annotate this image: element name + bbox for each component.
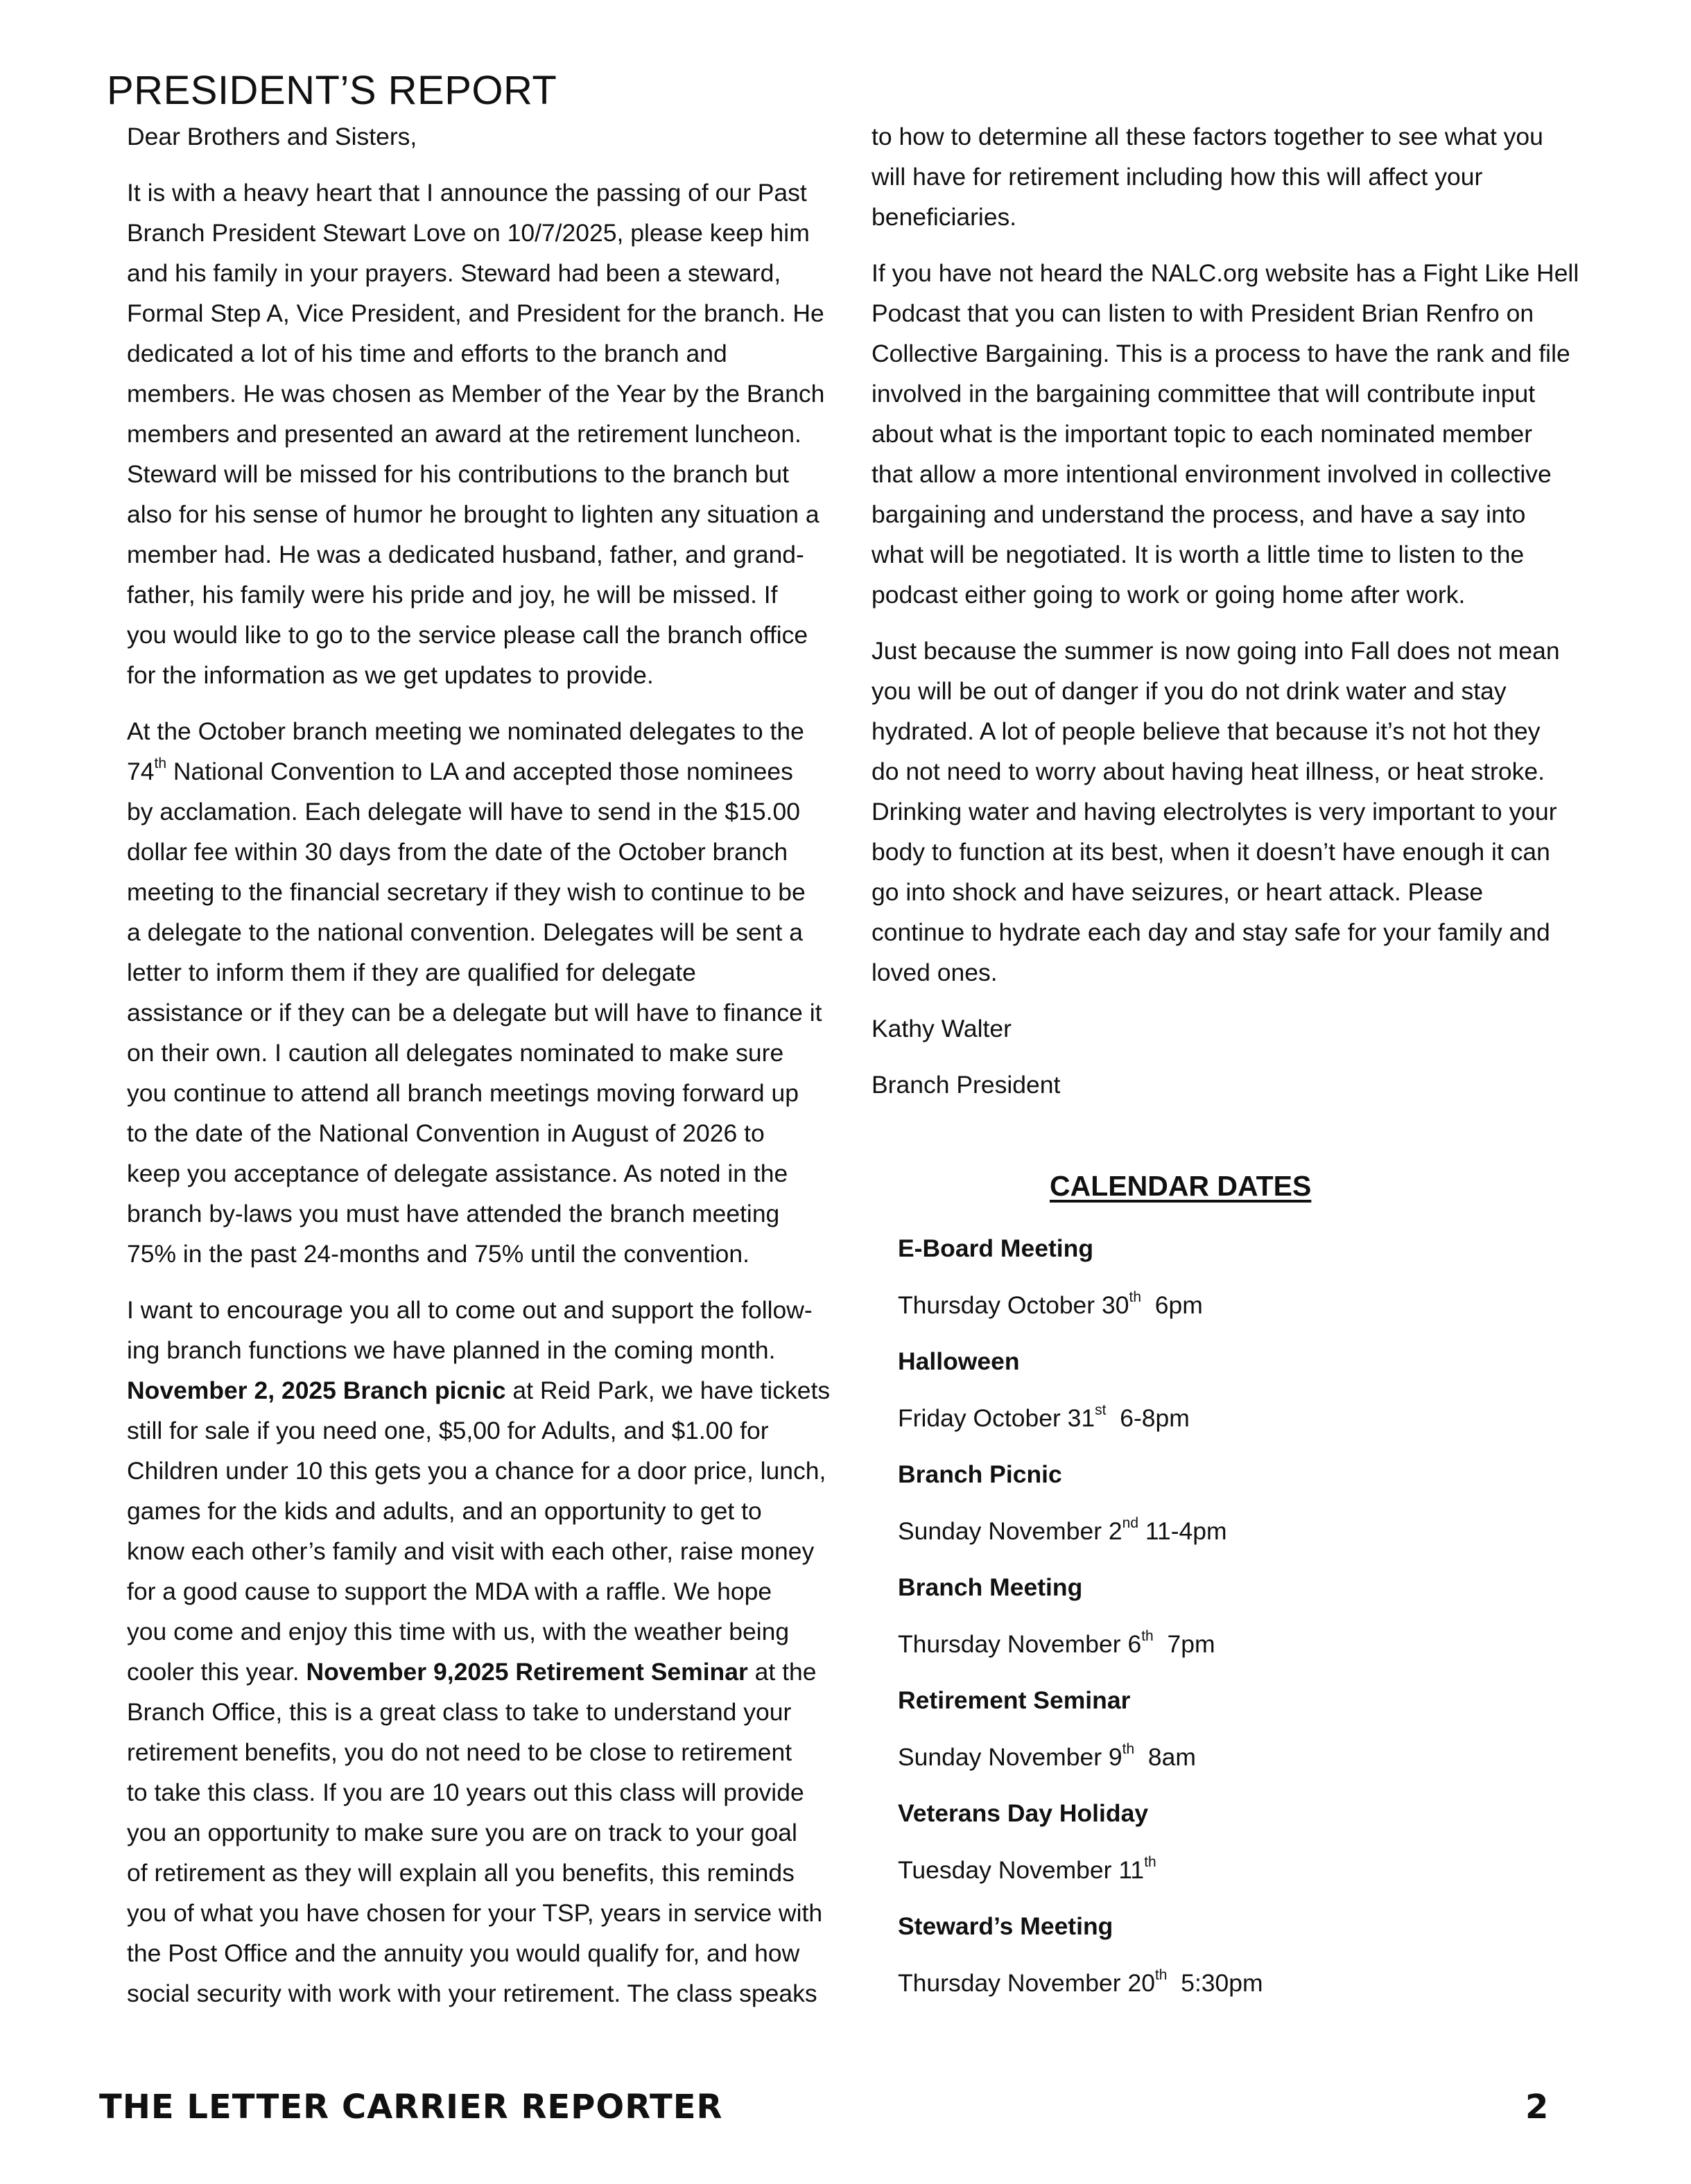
text-line: by acclamation. Each delegate will have to send in the $15.00 bbox=[127, 798, 800, 825]
text-line: keep you acceptance of delegate assistance. As noted in the bbox=[127, 1160, 788, 1187]
text-line: social security with work with your retirement. The class speaks bbox=[127, 1980, 817, 2007]
text-line: you will be out of danger if you do not drink water and stay bbox=[871, 677, 1507, 705]
paragraph-retirement-continued bbox=[871, 116, 1596, 237]
text-line: It is with a heavy heart that I announce the passing of our Past bbox=[127, 179, 807, 207]
footer-publication-title: THE LETTER CARRIER REPORTER bbox=[99, 2088, 723, 2126]
text-line: about what is the important topic to each nominated member bbox=[871, 420, 1533, 448]
text-line: Branch Office, this is a great class to take to understand your bbox=[127, 1698, 792, 1726]
calendar-list bbox=[898, 1228, 1263, 2019]
paragraph-passing-announcement bbox=[127, 173, 844, 695]
text-line: you come and enjoy this time with us, with the weather being bbox=[127, 1618, 790, 1645]
text-line: Formal Step A, Vice President, and President for the branch. He bbox=[127, 299, 824, 327]
text-line: members and presented an award at the retirement luncheon. bbox=[127, 420, 801, 448]
text-line: members. He was chosen as Member of the Year by the Branch bbox=[127, 380, 825, 408]
right-column bbox=[871, 116, 1596, 1121]
text-line: 74th National Convention to LA and accepted those nominees bbox=[127, 755, 793, 785]
text-line: cooler this year. November 9,2025 Retirement Seminar at the bbox=[127, 1658, 817, 1686]
calendar-heading: CALENDAR DATES bbox=[1050, 1170, 1312, 1202]
paragraph-branch-functions bbox=[127, 1290, 844, 2013]
text-line: you an opportunity to make sure you are on track to your goal bbox=[127, 1819, 797, 1846]
text-line: games for the kids and adults, and an opportunity to get to bbox=[127, 1497, 762, 1525]
text-line: Podcast that you can listen to with President Brian Renfro on bbox=[871, 299, 1534, 327]
text-line: letter to inform them if they are qualified for delegate bbox=[127, 959, 696, 986]
text-line: know each other’s family and visit with each other, raise money bbox=[127, 1537, 815, 1565]
text-line: loved ones. bbox=[871, 959, 998, 986]
paragraph-delegates bbox=[127, 711, 844, 1274]
calendar-event-date: Thursday October 30th 6pm bbox=[898, 1289, 1203, 1319]
left-column bbox=[127, 116, 844, 2013]
text-line: Collective Bargaining. This is a process to have the rank and file bbox=[871, 340, 1570, 367]
text-line: will have for retirement including how this will affect your bbox=[871, 163, 1483, 191]
text-line: continue to hydrate each day and stay safe for your family and bbox=[871, 918, 1550, 946]
text-line: go into shock and have seizures, or heart attack. Please bbox=[871, 878, 1484, 906]
text-line: meeting to the financial secretary if they wish to continue to be bbox=[127, 878, 806, 906]
calendar-event-name: Branch Meeting bbox=[898, 1573, 1083, 1601]
text-line: to the date of the National Convention in August of 2026 to bbox=[127, 1119, 765, 1147]
text-line: November 2, 2025 Branch picnic at Reid Park, we have tickets bbox=[127, 1377, 831, 1404]
text-line: do not need to worry about having heat illness, or heat stroke. bbox=[871, 758, 1545, 785]
text-line: bargaining and understand the process, and have a say into bbox=[871, 500, 1526, 528]
picnic-highlight: November 2, 2025 Branch picnic bbox=[127, 1377, 506, 1404]
text-line: for a good cause to support the MDA with a raffle. We hope bbox=[127, 1578, 772, 1605]
text-line: what will be negotiated. It is worth a little time to listen to the bbox=[871, 541, 1525, 568]
text-line: still for sale if you need one, $5,00 for Adults, and $1.00 for bbox=[127, 1417, 769, 1444]
text-line: Just because the summer is now going into Fall does not mean bbox=[871, 637, 1560, 665]
text-line: member had. He was a dedicated husband, father, and grand- bbox=[127, 541, 804, 568]
text-line: for the information as we get updates to provide. bbox=[127, 661, 654, 689]
calendar-event-name: Branch Picnic bbox=[898, 1460, 1062, 1488]
text-line: hydrated. A lot of people believe that because it’s not hot they bbox=[871, 717, 1541, 745]
text-line: Children under 10 this gets you a chance for a door price, lunch, bbox=[127, 1457, 826, 1485]
calendar-event-date: Friday October 31st 6-8pm bbox=[898, 1402, 1190, 1432]
text-line: to take this class. If you are 10 years out this class will provide bbox=[127, 1779, 804, 1806]
text-line: you of what you have chosen for your TSP, years in service with bbox=[127, 1899, 823, 1927]
calendar-event-date: Thursday November 6th 7pm bbox=[898, 1628, 1215, 1658]
text-line: ing branch functions we have planned in the coming month. bbox=[127, 1336, 776, 1364]
text-line: involved in the bargaining committee that will contribute input bbox=[871, 380, 1536, 408]
text-line: father, his family were his pride and joy, he will be missed. If bbox=[127, 581, 778, 609]
salutation: Dear Brothers and Sisters, bbox=[127, 123, 417, 150]
text-line: dollar fee within 30 days from the date of the October branch bbox=[127, 838, 788, 866]
text-line: assistance or if they can be a delegate but will have to finance it bbox=[127, 999, 822, 1027]
text-line: you would like to go to the service please call the branch office bbox=[127, 621, 808, 649]
signature-title: Branch President bbox=[871, 1071, 1061, 1099]
calendar-event-name: Veterans Day Holiday bbox=[898, 1799, 1149, 1827]
text-line: that allow a more intentional environment involved in collective bbox=[871, 460, 1552, 488]
page-title: PRESIDENT’S REPORT bbox=[107, 67, 557, 113]
text-line: 75% in the past 24-months and 75% until the convention. bbox=[127, 1240, 749, 1268]
calendar-event-name: Retirement Seminar bbox=[898, 1686, 1131, 1714]
calendar-event-date: Tuesday November 11th bbox=[898, 1854, 1156, 1884]
paragraph-podcast bbox=[871, 253, 1596, 615]
calendar-event-name: E-Board Meeting bbox=[898, 1234, 1094, 1262]
calendar-event-name: Halloween bbox=[898, 1347, 1020, 1375]
text-line: of retirement as they will explain all you benefits, this reminds bbox=[127, 1859, 795, 1887]
text-line: dedicated a lot of his time and efforts to the branch and bbox=[127, 340, 727, 367]
signature-name: Kathy Walter bbox=[871, 1015, 1012, 1042]
text-line: you continue to attend all branch meetings moving forward up bbox=[127, 1079, 799, 1107]
paragraph-hydration bbox=[871, 631, 1596, 993]
text-line: I want to encourage you all to come out and support the follow- bbox=[127, 1296, 813, 1324]
text-line: the Post Office and the annuity you would qualify for, and how bbox=[127, 1939, 800, 1967]
text-line: to how to determine all these factors together to see what you bbox=[871, 123, 1543, 150]
calendar-event-date: Thursday November 20th 5:30pm bbox=[898, 1967, 1263, 1997]
text-line: Drinking water and having electrolytes is very important to your bbox=[871, 798, 1557, 825]
calendar-event-date: Sunday November 2nd 11-4pm bbox=[898, 1515, 1227, 1545]
text-line: on their own. I caution all delegates nominated to make sure bbox=[127, 1039, 784, 1067]
text-line: branch by-laws you must have attended the branch meeting bbox=[127, 1200, 780, 1228]
text-line: beneficiaries. bbox=[871, 203, 1017, 231]
footer-page-number: 2 bbox=[1525, 2088, 1549, 2126]
text-line: and his family in your prayers. Steward had been a steward, bbox=[127, 259, 781, 287]
calendar-event-name: Steward’s Meeting bbox=[898, 1912, 1113, 1940]
calendar-event-date: Sunday November 9th 8am bbox=[898, 1741, 1196, 1771]
text-line: Steward will be missed for his contributions to the branch but bbox=[127, 460, 790, 488]
text-line: podcast either going to work or going home after work. bbox=[871, 581, 1466, 609]
text-line: At the October branch meeting we nominated delegates to the bbox=[127, 717, 804, 745]
text-line: also for his sense of humor he brought to lighten any situation a bbox=[127, 500, 820, 528]
seminar-highlight: November 9,2025 Retirement Seminar bbox=[306, 1658, 748, 1686]
text-line: a delegate to the national convention. Delegates will be sent a bbox=[127, 918, 803, 946]
text-line: Branch President Stewart Love on 10/7/2025, please keep him bbox=[127, 219, 810, 247]
text-line: body to function at its best, when it doesn’t have enough it can bbox=[871, 838, 1550, 866]
text-line: retirement benefits, you do not need to be close to retirement bbox=[127, 1738, 792, 1766]
text-line: If you have not heard the NALC.org website has a Fight Like Hell bbox=[871, 259, 1579, 287]
